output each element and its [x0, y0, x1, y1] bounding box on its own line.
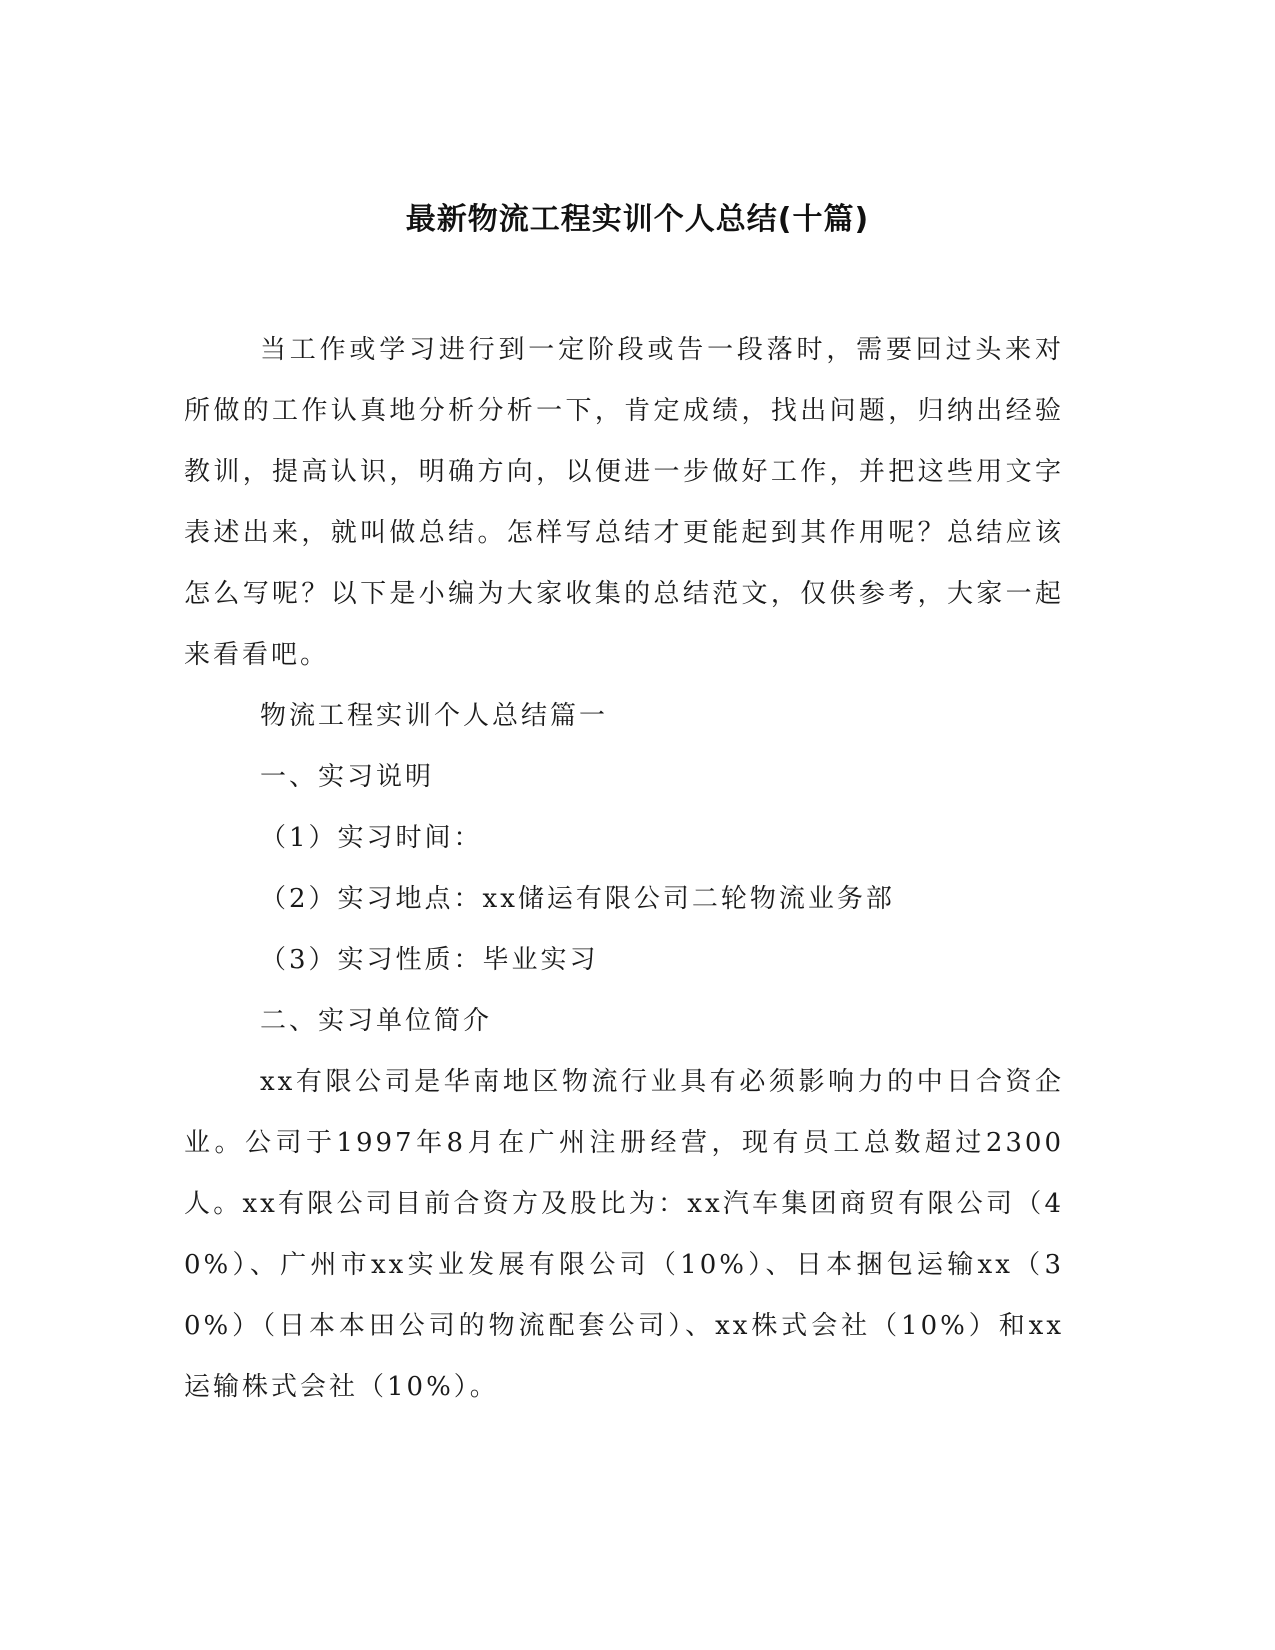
document-title: 最新物流工程实训个人总结(十篇): [405, 202, 870, 237]
intro-paragraph: 当工作或学习进行到一定阶段或告一段落时，需要回过头来对所做的工作认真地分析分析一下，肯定成绩，找出问题，归纳出经验教训，提高认识，明确方向，以便进一步做好工作，并把这些用文字表述出来，就叫做总结。怎样写总结才更能起到其作用呢？总结应该怎么写呢？以下是小编为大家收集的总结范文，仅供参考，大家一起来看看吧。: [184, 335, 1064, 670]
section-title: 物流工程实训个人总结篇一: [260, 701, 609, 731]
item-internship-location: （2）实习地点：xx储运有限公司二轮物流业务部: [260, 884, 895, 914]
heading-internship-description: 一、实习说明: [260, 762, 435, 792]
document-body: [184, 320, 1064, 1418]
item-internship-time: （1）实习时间：: [260, 823, 483, 853]
item-internship-nature: （3）实习性质：毕业实习: [260, 945, 599, 975]
heading-company-intro: 二、实习单位简介: [260, 1006, 493, 1036]
company-paragraph: xx有限公司是华南地区物流行业具有必须影响力的中日合资企业。公司于1997年8月在广州注册经营，现有员工总数超过2300人。xx有限公司目前合资方及股比为：xx汽车集团商贸有限公司（40%）、广州市xx实业发展有限公司（10%）、日本捆包运输xx（30%）（日本本田公司的物流配套公司）、xx株式会社（10%）和xx运输株式会社（10%）。: [184, 1067, 1064, 1402]
